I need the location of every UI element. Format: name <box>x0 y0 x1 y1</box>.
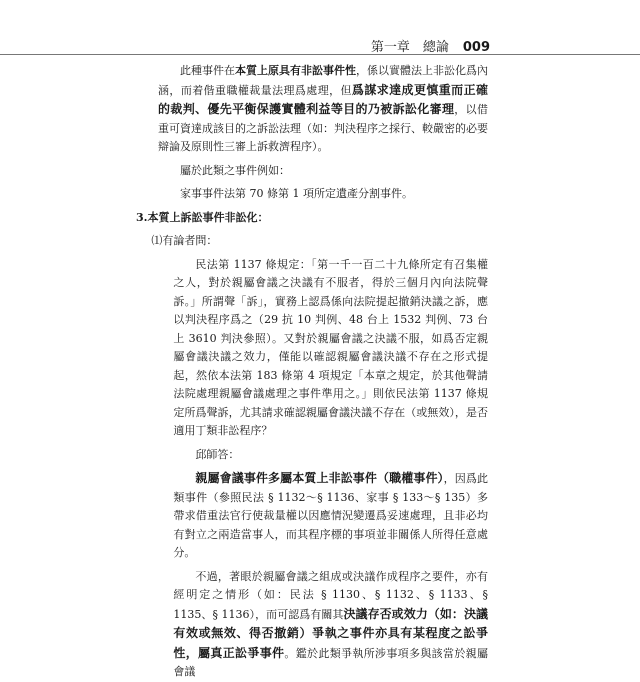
paragraph-question: 民法第 1137 條規定：「第一千一百二十九條所定有召集權之人，對於親屬會議之決議有不服者，得於三個月內向法院聲訴。」所謂聲「訴」，實務上認爲係向法院提起撤銷決議之訴，應以判決程序爲之（29 抗 10 判例、48 台上 1532 判例、73 台上 3610 判決參照）。又對於親屬會議之決議不服，如爲否定親屬會議決議之效力，僅能以確認親屬會議決議不存在之形式提起，然依本法第 183 條第 4 項規定「本章之規定，於其他聲請法院處理親屬會議處理之事件準用之。」則依民法第 1137 條規定所爲聲訴，尤其請求確認親屬會議決議不存在（或無效），是否適用丁類非訟程序？ <box>173 257 488 437</box>
bold-phrase: 本質上原具有非訟事件性 <box>235 64 356 77</box>
chapter-title: 第一章 總論 <box>370 40 449 55</box>
text-run: ，以借重可資達成該目的之訴訟法理（如：判決程序之採行、較嚴密的必要辯論及原則性三審上訴救濟程序）。 <box>158 103 488 153</box>
paragraph-answer-label: 邱師答： <box>195 447 240 461</box>
bold-phrase: 爲謀求達成更慎重而正確的裁判、優先平衡保護實體利益等目的乃被訴訟化審理 <box>158 82 488 116</box>
running-header <box>371 36 490 55</box>
header-rule <box>0 54 640 55</box>
page-number: 009 <box>462 40 490 55</box>
text-run: 。鑑於此類爭執所涉事項多與該當於親屬會議 <box>173 646 488 678</box>
paragraph-answer <box>158 469 488 563</box>
text-run: ，係以實體法上非訟化爲內涵，而着偕重職權裁量法理爲處理，但 <box>158 64 488 97</box>
paragraph-intro <box>158 62 488 157</box>
text-run: 此種事件在 <box>180 64 235 77</box>
text-run: 不過，著眼於親屬會議之組成或決議作成程序之要件，亦有經明定之情形（如：民法 § 1130、§ 1132、§ 1133、§ 1135、§ 1136），而可認爲有關其 <box>173 569 488 621</box>
section-heading-3: 3.本質上訴訟事件非訟化： <box>136 210 269 224</box>
bold-phrase: 親屬會議事件多屬本質上非訟事件（職權事件） <box>195 471 444 485</box>
bold-phrase: 決議存否或效力（如：決議有效或無效、得否撤銷）爭執之事件亦具有某程度之訟爭性，屬真正訟爭事件 <box>173 606 488 660</box>
paragraph-continuation <box>158 568 488 682</box>
paragraph-example: 家事事件法第 70 條第 1 項所定遺產分割事件。 <box>180 187 413 200</box>
page-body <box>136 62 488 682</box>
sub-item-1: ⑴有論者問： <box>151 234 218 247</box>
paragraph-examples-label: 屬於此類之事件例如： <box>180 163 290 177</box>
text-run: ，因爲此類事件（參照民法 § 1132～§ 1136、家事 § 133～§ 135）多帶求借重法官行使裁量權以因應情況變遷爲妥速處理，且非必均有對立之兩造當事人，而其程序標的事項並非關係人所得任意處分。 <box>173 472 488 559</box>
